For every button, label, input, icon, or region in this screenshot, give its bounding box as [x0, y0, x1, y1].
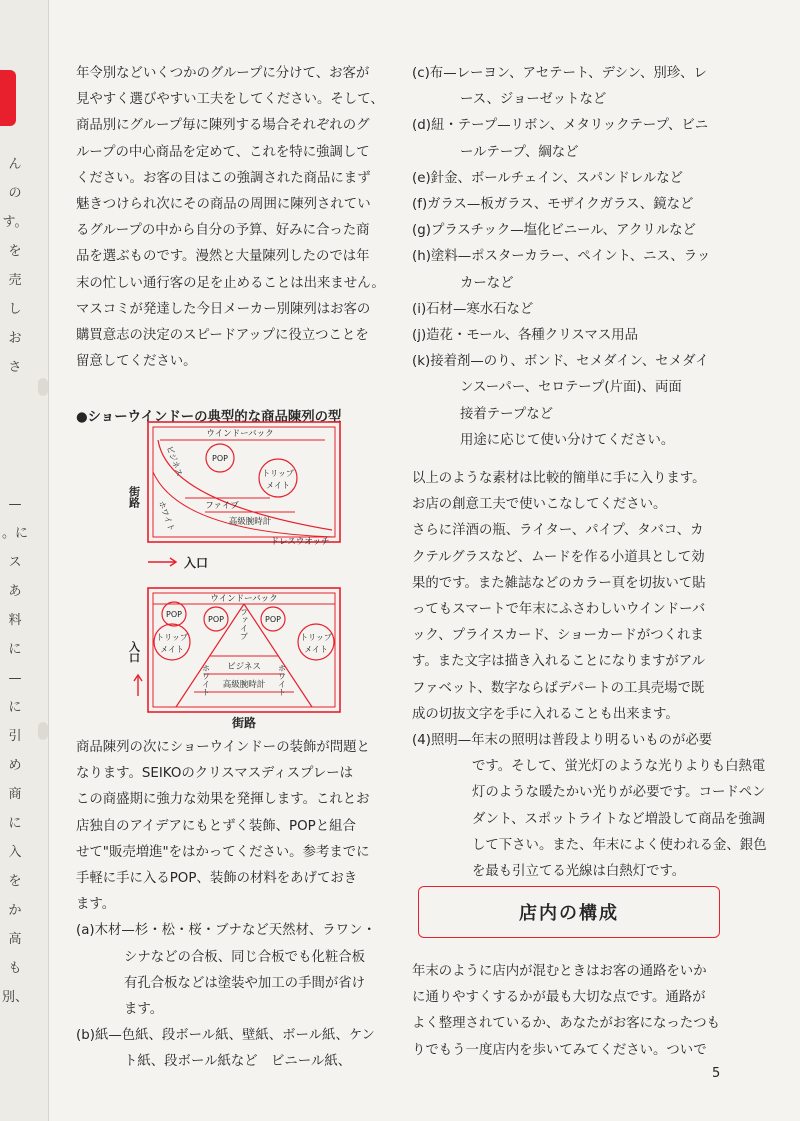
text-line: お店の創意工夫で使いこなしてください。 [412, 497, 667, 513]
d2-label: POP [166, 610, 182, 619]
text-line: (g)プラスチック—塩化ビニール、アクリルなど [412, 223, 696, 239]
d1-label: トリップ [262, 469, 294, 478]
text-line: ってもスマートで年末にふさわしいウインドーバ [412, 602, 706, 618]
section-title-box [418, 886, 720, 938]
text-line: (4)照明—年末の照明は普段より明るいものが必要 [412, 733, 713, 749]
previous-page-char: ん [8, 157, 22, 172]
previous-page-char: — [8, 497, 22, 512]
previous-page-char: 商 [8, 787, 22, 802]
text-line: 有孔合板などは塗装や加工の手間が省け [124, 975, 366, 991]
d1-label: ホワイト [156, 499, 177, 533]
previous-page-char: す。 [2, 215, 28, 230]
left-column-lower [76, 735, 394, 1076]
text-line: す。また文字は描き入れることになりますがアル [412, 654, 705, 670]
text-line: よく整理されているか、あなたがお客になったつも [412, 1016, 720, 1032]
text-line: シナなどの合板、同じ合板でも化粧合板 [124, 949, 366, 965]
text-line: クテルグラスなど、ムードを作る小道具として効 [412, 549, 705, 565]
previous-page-char: の [8, 186, 22, 201]
list-item [412, 166, 784, 192]
decoration-paragraph [76, 735, 394, 918]
text-line: 購買意志の決定のスピードアップに役立つことを [76, 328, 369, 344]
text-line: 年末のように店内が混むときはお客の通路をいか [412, 964, 707, 979]
text-line: ます。 [76, 897, 116, 913]
list-item [412, 192, 784, 218]
list-item [76, 918, 394, 1023]
text-line: (h)塗料—ポスターカラー、ペイント、ニス、ラッ [412, 249, 711, 265]
text-line: (a)木材—杉・松・桜・ブナなど天然材、ラワン・ [76, 923, 376, 939]
text-line: を最も引立てる光線は白熱灯です。 [472, 864, 686, 880]
binding-hole [38, 378, 48, 396]
text-line: ールテープ、綱など [460, 144, 579, 160]
previous-page-char: 高 [8, 932, 22, 947]
text-line: 灯のような暖たかい光りが必要です。コードペン [472, 785, 766, 801]
previous-page-char: 引 [8, 729, 22, 744]
window-layout-diagram-2 [120, 584, 350, 738]
d2-label: ホワイト [201, 664, 211, 696]
text-line: るグループの中から自分の予算、好みに合った商 [76, 223, 370, 239]
text-line: せて"販売増進"をはかってください。参考までに [76, 844, 370, 860]
text-line: (d)紐・テープ—リボン、メタリックテープ、ビニ [412, 118, 709, 134]
text-line: して下さい。また、年末によく使われる金、銀色 [472, 837, 767, 853]
d2-street: 街路 [231, 716, 257, 730]
text-line: ンスーパー、セロテープ(片面)、両面 [460, 380, 682, 396]
text-line: ック、プライスカード、ショーカードがつくれま [412, 628, 704, 644]
previous-page-char: 別、 [2, 990, 29, 1005]
previous-page-char: — [8, 671, 22, 686]
intro-paragraph [76, 61, 394, 375]
page-number: 5 [712, 1066, 721, 1081]
text-line: (c)布—レーヨン、アセテート、デシン、別珍、レ [412, 66, 707, 81]
text-line: 留意してください。 [76, 354, 197, 370]
text-line: カーなど [460, 275, 514, 291]
red-index-tab [0, 70, 16, 126]
text-line: (b)紙—色紙、段ボール紙、壁紙、ボール紙、ケン [76, 1028, 375, 1044]
d2-label: ホワイト [277, 664, 287, 696]
text-line: 果的です。また雑誌などのカラー頁を切抜いて貼 [412, 575, 706, 591]
d2-label: トリップ [156, 633, 188, 642]
previous-page-char: し [8, 302, 22, 317]
right-column [412, 61, 784, 885]
text-line: に通りやすくするかが最も大切な点です。通路が [412, 990, 706, 1006]
text-line: (e)針金、ボールチェイン、スパンドレルなど [412, 170, 684, 186]
list-item [76, 1023, 394, 1075]
previous-page-char: も [8, 961, 22, 976]
text-line: 魅きつけられ次にその商品の周囲に陳列されてい [76, 197, 371, 213]
previous-page-edge [0, 0, 49, 1121]
list-item [412, 61, 784, 113]
list-item [412, 218, 784, 244]
d1-entrance: 入口 [183, 556, 209, 570]
text-line: 店独自のアイデアにもとずく装飾、POPと組合 [76, 818, 356, 834]
previous-page-char: 売 [8, 273, 22, 288]
d2-label: POP [265, 615, 281, 624]
previous-page-char: あ [8, 584, 22, 599]
d2-label: POP [208, 615, 224, 624]
d1-label: ウインドーバック [206, 429, 274, 439]
text-line: ダント、スポットライトなど増設して商品を強調 [472, 811, 766, 827]
text-line: 以上のような素材は比較的簡単に手に入ります。 [412, 471, 706, 487]
text-line: です。そして、蛍光灯のような光りよりも白熱電 [472, 759, 766, 775]
text-line: 手軽に手に入るPOP、装飾の材料をあげておき [76, 871, 358, 887]
text-line: ループの中心商品を定めて、これを特に強調して [76, 144, 370, 160]
previous-page-char: ス [8, 555, 22, 570]
materials-summary-paragraph [412, 466, 784, 728]
d1-label: 高級腕時計 [228, 517, 272, 527]
text-line: さらに洋酒の瓶、ライター、パイプ、タバコ、カ [412, 523, 704, 539]
text-line: ます。 [124, 1002, 164, 1018]
d2-label: トリップ [300, 633, 332, 642]
text-line: 商品陳列の次にショーウインドーの装飾が問題と [76, 740, 370, 755]
window-layout-diagram-1 [120, 412, 350, 581]
binding-hole [38, 722, 48, 740]
list-item [412, 297, 784, 323]
previous-page-char: か [8, 903, 22, 918]
d1-label: ファイブ [205, 501, 239, 511]
previous-page-char: 料 [8, 613, 22, 628]
previous-page-char: さ [8, 360, 22, 375]
text-line: 品を選ぶものです。漫然と大量陳列したのでは年 [76, 249, 370, 265]
d1-label: ドレスウオッチ [270, 537, 330, 547]
text-line: 成の切抜文字を手に入れることも出来ます。 [412, 706, 679, 722]
previous-page-char [2, 382, 28, 490]
text-line: この商盛期に強力な効果を発揮します。これとお [76, 792, 370, 808]
d1-label: POP [212, 454, 228, 463]
lighting-paragraph [412, 728, 784, 885]
text-line: (j)造花・モール、各種クリスマス用品 [412, 328, 639, 344]
previous-page-char: お [8, 331, 22, 346]
d1-street: 街路 [127, 486, 141, 508]
text-line: マスコミが発達した今日メーカー別陳列はお客の [76, 301, 371, 317]
d2-label: 高級腕時計 [222, 680, 266, 690]
text-line: (f)ガラス—板ガラス、モザイクガラス、鏡など [412, 197, 694, 213]
list-item [412, 244, 784, 296]
previous-page-char: に [8, 816, 22, 831]
text-line: ース、ジョーゼットなど [460, 92, 607, 108]
previous-page-char: を [8, 244, 22, 259]
d2-label: ウインドーバック [210, 594, 278, 604]
text-line: 商品別にグループ毎に陳列する場合それぞれのグ [76, 118, 370, 134]
materials-list-right [412, 61, 784, 454]
previous-page-text [2, 150, 28, 1012]
list-item [412, 113, 784, 165]
previous-page-char: め [8, 758, 22, 773]
section-title: 店内の構成 [519, 903, 619, 924]
d1-label: ビジネス [164, 444, 185, 478]
d2-label: ビジネス [227, 662, 261, 672]
list-item [412, 349, 784, 454]
d2-label: ファイブ [239, 608, 249, 640]
text-line: ファベット、数字ならばデパートの工具売場で既 [412, 680, 705, 696]
previous-page-char: に [8, 700, 22, 715]
text-line: 用途に応じて使い分けてください。 [460, 432, 675, 448]
d1-label: メイト [266, 481, 290, 490]
text-line: (i)石材—寒水石など [412, 301, 534, 317]
left-column [76, 61, 394, 432]
text-line: ト紙、段ボール紙など ビニール紙、 [124, 1054, 352, 1070]
text-line: 見やすく選びやすい工夫をしてください。そして、 [76, 92, 384, 108]
previous-page-char: に [8, 642, 22, 657]
text-line: 接着テープなど [460, 406, 554, 422]
text-line: 年令別などいくつかのグループに分けて、お客が [76, 66, 370, 81]
text-line: ください。お客の目はこの強調された商品にまず [76, 170, 371, 186]
d2-entrance: 入口 [127, 641, 141, 663]
diagram-heading: ●ショーウインドーの典型的な商品陳列の型 [76, 410, 342, 426]
store-layout-paragraph [412, 959, 784, 1064]
previous-page-char: を [8, 874, 22, 889]
text-line: りでもう一度店内を歩いてみてください。ついで [412, 1042, 707, 1058]
previous-page-char: 。に [2, 526, 29, 541]
text-line: (k)接着剤—のり、ボンド、セメダイン、セメダイ [412, 354, 709, 370]
previous-page-char: 入 [8, 845, 22, 860]
d2-label: メイト [304, 645, 328, 654]
materials-list-left [76, 918, 394, 1075]
text-line: 末の忙しい通行客の足を止めることは出来ません。 [76, 275, 385, 291]
text-line: なります。SEIKOのクリスマスディスプレーは [76, 766, 354, 782]
d2-label: メイト [160, 645, 184, 654]
list-item [412, 323, 784, 349]
